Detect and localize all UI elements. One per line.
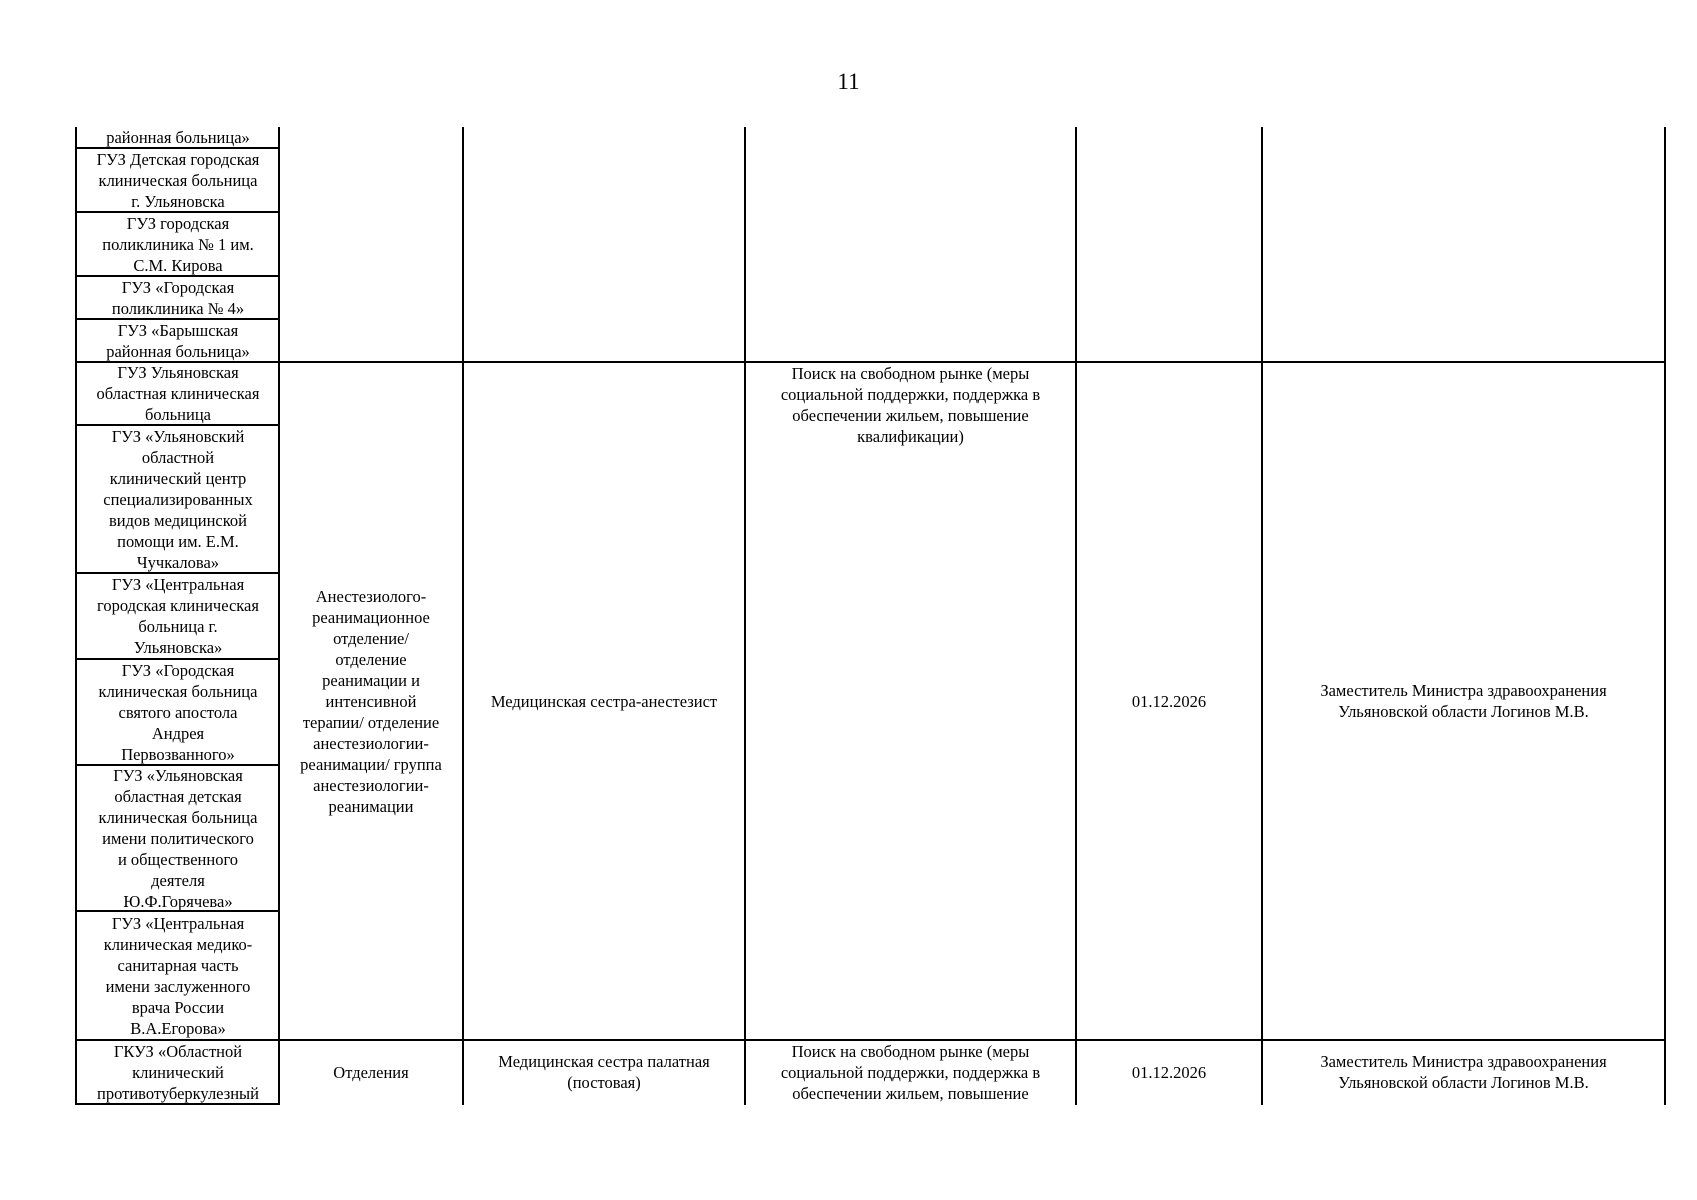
measures-text: Поиск на свободном рынке (меры социальной поддержки, поддержка в обеспечении жильем, повышение квалификации)	[780, 364, 1041, 446]
organization-name: ГУЗ «Ульяновский областной клинический центр специализированных видов медицинской помощи им. Е.М. Чучкалова»	[103, 426, 253, 572]
measures-cell	[747, 1041, 1074, 1103]
responsible-text: Заместитель Министра здравоохранения Ульяновской области Логинов М.В.	[1320, 1052, 1607, 1092]
organization-cell	[78, 127, 278, 147]
page-number: 11	[837, 69, 860, 94]
organization-name: районная больница»	[106, 127, 250, 147]
organization-name: ГУЗ «Ульяновская областная детская клиническая больница имени политического и общественного деятеля Ю.Ф.Горячева»	[98, 766, 258, 910]
organization-cell	[78, 149, 278, 211]
position-cell	[465, 363, 743, 1039]
position-text: Медицинская сестра-анестезист	[490, 691, 718, 711]
table-column-divider	[1261, 127, 1263, 1105]
table-column-divider	[744, 127, 746, 1105]
organization-cell	[78, 320, 278, 361]
position-text: Медицинская сестра палатная (постовая)	[498, 1052, 710, 1092]
organization-name: ГУЗ «Городская клиническая больница святого апостола Андрея Первозванного»	[98, 660, 258, 764]
organization-cell	[78, 426, 278, 572]
organization-cell	[78, 660, 278, 764]
organization-cell	[78, 1041, 278, 1103]
organization-name: ГУЗ городская поликлиника № 1 им. С.М. Кирова	[102, 213, 254, 275]
responsible-cell	[1264, 1041, 1663, 1103]
organization-name: ГУЗ «Центральная клиническая медико- санитарная часть имени заслуженного врача России В.А.Егорова»	[103, 913, 253, 1038]
date-text: 01.12.2026	[1131, 1062, 1207, 1082]
organization-cell	[78, 277, 278, 318]
organization-name: ГУЗ «Городская поликлиника № 4»	[111, 277, 245, 318]
table-bottom-edge	[75, 1103, 280, 1105]
department-text: Отделения	[333, 1062, 409, 1082]
table-column-divider	[1075, 127, 1077, 1105]
table-border-right	[1664, 127, 1666, 1105]
organization-name: ГУЗ «Барышская районная больница»	[106, 320, 250, 361]
organization-cell	[78, 766, 278, 910]
measures-text: Поиск на свободном рынке (меры социальной поддержки, поддержка в обеспечении жильем, повышение	[780, 1042, 1041, 1103]
department-cell	[281, 1041, 461, 1103]
organization-name: ГКУЗ «Областной клинический противотуберкулезный	[97, 1041, 259, 1103]
date-text: 01.12.2026	[1131, 691, 1207, 711]
table-column-divider	[278, 127, 280, 1105]
organization-name: ГУЗ «Центральная городская клиническая больница г. Ульяновска»	[97, 575, 259, 657]
position-cell	[465, 1041, 743, 1103]
table-column-divider	[462, 127, 464, 1105]
date-cell	[1078, 363, 1260, 1039]
organization-cell	[78, 213, 278, 275]
table-border-left	[75, 127, 77, 1105]
date-cell	[1078, 1041, 1260, 1103]
organization-name: ГУЗ Ульяновская областная клиническая больница	[96, 363, 260, 424]
measures-cell	[747, 363, 1074, 1039]
responsible-text: Заместитель Министра здравоохранения Ульяновской области Логинов М.В.	[1320, 681, 1607, 721]
department-cell	[281, 363, 461, 1039]
responsible-cell	[1264, 363, 1663, 1039]
organization-cell	[78, 912, 278, 1039]
organization-name: ГУЗ Детская городская клиническая больница г. Ульяновска	[96, 149, 260, 211]
organization-cell	[78, 574, 278, 658]
organization-cell	[78, 363, 278, 424]
department-text: Анестезиолого- реанимационное отделение/ отделение реанимации и интенсивной терапии/ отделение анестезиологии- реанимации/ группа анестезиологии- реанимации	[300, 586, 442, 816]
